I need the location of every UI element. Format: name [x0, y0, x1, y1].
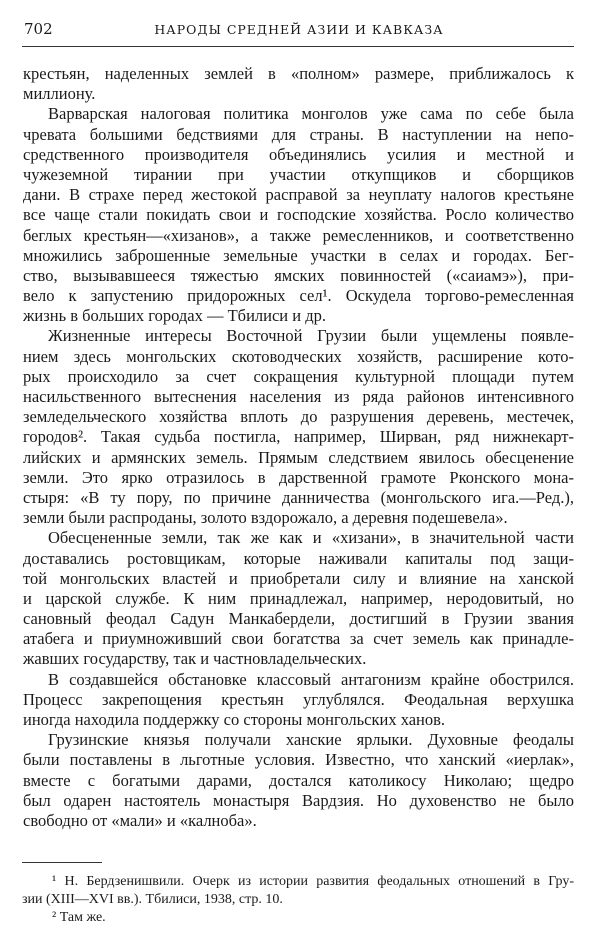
paragraph: [23, 670, 574, 731]
text-line: нием здесь монгольских скотоводческих хозяйств, расширение кото-: [23, 346, 574, 366]
footnote-rule: [22, 862, 102, 863]
footnote-line: ² Там же.: [52, 910, 106, 925]
page-number: 702: [24, 20, 53, 38]
text-line: Варварская налоговая политика монголов уже сама по себе была: [48, 104, 574, 124]
running-title: НАРОДЫ СРЕДНЕЙ АЗИИ И КАВКАЗА: [154, 22, 444, 37]
text-line: множились заброшенные земельные участки в селах и городах. Бег-: [23, 245, 574, 265]
text-line: земли. Это ярко отразилось в дарственной грамоте Рконского мона-: [23, 467, 574, 487]
text-line: атабега и приумноживший свои богатства за счет земель как принадле-: [23, 629, 574, 649]
text-line: насильственного вытеснения населения из ряда районов интенсивного: [23, 387, 574, 406]
text-line: свободно от «мали» и «калноба».: [23, 810, 257, 830]
footnote-line: зии (XIII—XVI вв.). Тбилиси, 1938, стр. 10.: [22, 892, 283, 907]
text-line: Процесс закрепощения крестьян углублялся. Феодальная верхушка: [23, 689, 574, 709]
text-line: Обесцененные земли, так же как и «хизани», в значительной части: [48, 528, 574, 548]
text-line: В создавшейся обстановке классовый антагонизм крайне обострился.: [48, 669, 574, 689]
footnotes: [22, 873, 574, 927]
text-line: вместе с богатыми дарами, достался католикосу Николаю; щедро: [23, 770, 574, 790]
footnote: [22, 909, 574, 927]
text-line: дани. В страхе перед жестокой расправой за неуплату налогов крестьяне: [23, 185, 574, 205]
paragraph: [23, 730, 574, 831]
paragraph: [23, 528, 574, 669]
text-line: ство, вызывавшееся тяжестью ямских повинностей («саиамэ»), при-: [23, 265, 574, 285]
text-line: лийских и армянских земель. Прямым следствием явилось обесценение: [23, 447, 574, 467]
text-line: земледельческого хозяйства вплоть до разрушения деревень, местечек,: [23, 407, 574, 427]
text-line: были поставлены в льготные условия. Известно, что ханский «иерлак»,: [23, 750, 574, 770]
header-rule: [22, 46, 574, 47]
text-line: средственного производителя объединялись усилия и местной и: [23, 144, 574, 164]
text-line: той монгольских властей и приобретали силу и влияние на ханской: [23, 568, 574, 588]
text-line: чревата большими бедствиями для страны. В наступлении на непо-: [23, 124, 574, 144]
text-line: доставались ростовщикам, которые наживали капиталы под защи-: [23, 548, 574, 568]
text-line: земли были распроданы, золото вздорожало, а деревня подешевела».: [23, 508, 508, 528]
text-line: сановный феодал Садун Манкабердели, достигший в Грузии звания: [23, 609, 574, 629]
footnote: [22, 873, 574, 909]
text-line: городов². Такая судьба постигла, например, Ширван, ряд нижнекарт-: [23, 427, 574, 447]
footnote-line: ¹ Н. Бердзенишвили. Очерк из истории развития феодальных отношений в Гру-: [52, 874, 574, 889]
text-line: Грузинские князья получали ханские ярлыки. Духовные феодалы: [48, 730, 574, 750]
text-line: крестьян, наделенных землей в «полном» размере, приближалось к: [23, 64, 574, 83]
text-line: жизнь в больших городах — Тбилиси и др.: [23, 306, 326, 326]
paragraph: [23, 64, 574, 104]
text-line: беглых крестьян—«хизанов», а также ремесленников, и соответственно: [23, 225, 574, 245]
text-line: стыря: «В ту пору, по причине данничества (монгольского ига.—Ред.),: [23, 487, 574, 507]
paragraph: [23, 104, 574, 326]
running-header: [24, 20, 574, 42]
text-line: рых происходило за счет сокращения культурной площади путем: [23, 366, 574, 386]
main-text: [23, 64, 574, 831]
text-line: иногда находила поддержку со стороны монгольских ханов.: [23, 710, 446, 729]
text-line: жавших государству, так и частновладельческих.: [23, 649, 367, 669]
text-line: все чаще стали покидать свои и господские хозяйства. Росло количество: [23, 205, 574, 225]
text-line: вело к запустению придорожных сел¹. Оскудела торгово-ремесленная: [23, 286, 574, 306]
text-line: чужеземной тирании при участии откупщиков и сборщиков: [23, 164, 574, 184]
paragraph: [23, 326, 574, 528]
text-line: и царской службе. К ним принадлежал, например, неродовитый, но: [23, 588, 574, 608]
text-line: миллиону.: [23, 84, 96, 104]
text-line: Жизненные интересы Восточной Грузии были ущемлены появле-: [48, 326, 574, 346]
text-line: был одарен настоятель монастыря Вардзия. Но духовенство не было: [23, 790, 574, 810]
